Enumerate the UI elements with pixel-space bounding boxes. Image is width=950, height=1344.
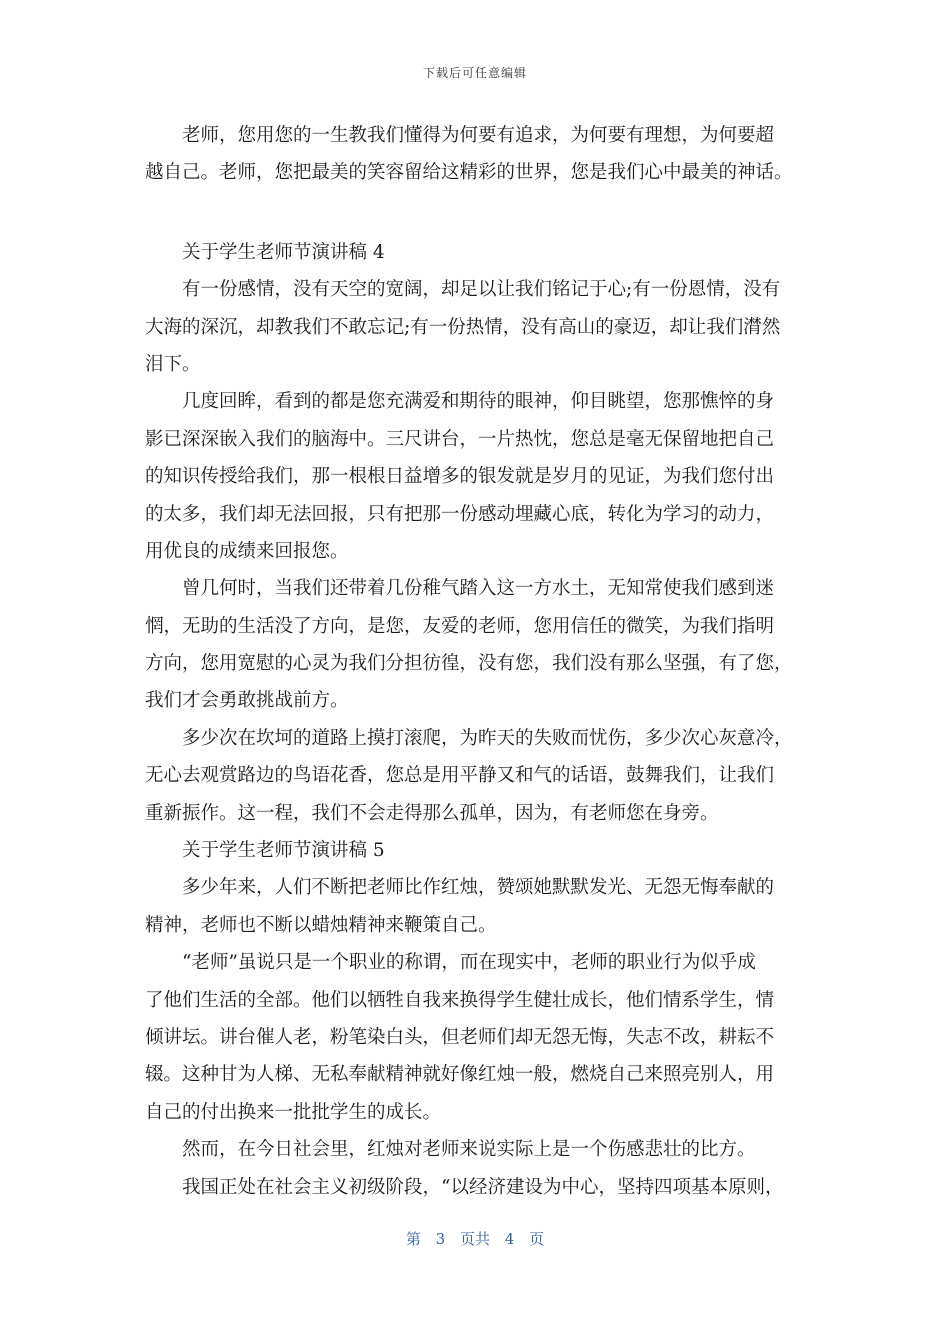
paragraph-line: 泪下。 — [145, 353, 201, 375]
paragraph-line: 倾讲坛。讲台催人老，粉笔染白头，但老师们却无怨无悔，失志不改，耕耘不 — [145, 1026, 775, 1048]
paragraph-gap — [145, 192, 810, 234]
paragraph-line: 自己的付出换来一批批学生的成长。 — [145, 1101, 442, 1123]
section-heading: 关于学生老师节演讲稿 5 — [182, 840, 385, 862]
paragraph-line: 了他们生活的全部。他们以牺牲自我来换得学生健壮成长，他们情系学生，情 — [145, 989, 775, 1011]
paragraph-line: “老师”虽说只是一个职业的称谓，而在现实中，老师的职业行为似乎成 — [182, 952, 756, 974]
paragraph-line: 我们才会勇敢挑战前方。 — [145, 690, 349, 712]
paragraph-line: 无心去观赏路边的鸟语花香，您总是用平静又和气的话语，鼓舞我们，让我们 — [145, 765, 775, 787]
section-heading: 关于学生老师节演讲稿 4 — [182, 241, 385, 263]
page-footer: 第 3 页共 4 页 — [405, 1230, 545, 1248]
paragraph-line: 几度回眸，看到的都是您充满爱和期待的眼神，仰目眺望，您那憔悴的身 — [182, 391, 775, 413]
paragraph-line: 重新振作。这一程，我们不会走得那么孤单，因为，有老师您在身旁。 — [145, 802, 719, 824]
paragraph-line: 的太多，我们却无法回报，只有把那一份感动埋藏心底，转化为学习的动力， — [145, 503, 775, 525]
paragraph-line: 然而，在今日社会里，红烛对老师来说实际上是一个伤感悲壮的比方。 — [182, 1139, 756, 1161]
page-header: 下载后可任意编辑 — [422, 66, 527, 80]
paragraph-line: 老师，您用您的一生教我们懂得为何要有追求，为何要有理想，为何要超 — [182, 125, 775, 146]
paragraph-line: 惘，无助的生活没了方向，是您，友爱的老师，您用信任的微笑，为我们指明 — [145, 615, 775, 637]
paragraph-line: 影已深深嵌入我们的脑海中。三尺讲台，一片热忱，您总是毫无保留地把自己 — [145, 428, 775, 450]
document-body — [145, 117, 810, 1206]
paragraph-line: 用优良的成绩来回报您。 — [145, 540, 349, 562]
paragraph-line: 曾几何时，当我们还带着几份稚气踏入这一方水土，无知常使我们感到迷 — [182, 578, 775, 600]
paragraph-line: 有一份感情，没有天空的宽阔，却足以让我们铭记于心;有一份恩情，没有 — [182, 279, 781, 301]
paragraph-line: 多少年来，人们不断把老师比作红烛，赞颂她默默发光、无怨无悔奉献的 — [182, 877, 775, 899]
paragraph-line: 的知识传授给我们，那一根根日益增多的银发就是岁月的见证，为我们您付出 — [145, 466, 775, 488]
paragraph-line: 越自己。老师，您把最美的笑容留给这精彩的世界，您是我们心中最美的神话。 — [145, 162, 793, 184]
paragraph-line: 精神，老师也不断以蜡烛精神来鞭策自己。 — [145, 914, 497, 936]
paragraph-line: 多少次在坎坷的道路上摸打滚爬，为昨天的失败而忧伤，多少次心灰意冷， — [182, 727, 793, 749]
paragraph-line: 辍。这种甘为人梯、无私奉献精神就好像红烛一般，燃烧自己来照亮别人，用 — [145, 1064, 775, 1086]
paragraph-line: 方向，您用宽慰的心灵为我们分担彷徨，没有您，我们没有那么坚强，有了您， — [145, 653, 793, 675]
paragraph-line: 我国正处在社会主义初级阶段，“以经济建设为中心，坚持四项基本原则， — [182, 1176, 784, 1198]
paragraph-line: 大海的深沉，却教我们不敢忘记;有一份热情，没有高山的豪迈，却让我们潸然 — [145, 316, 781, 338]
